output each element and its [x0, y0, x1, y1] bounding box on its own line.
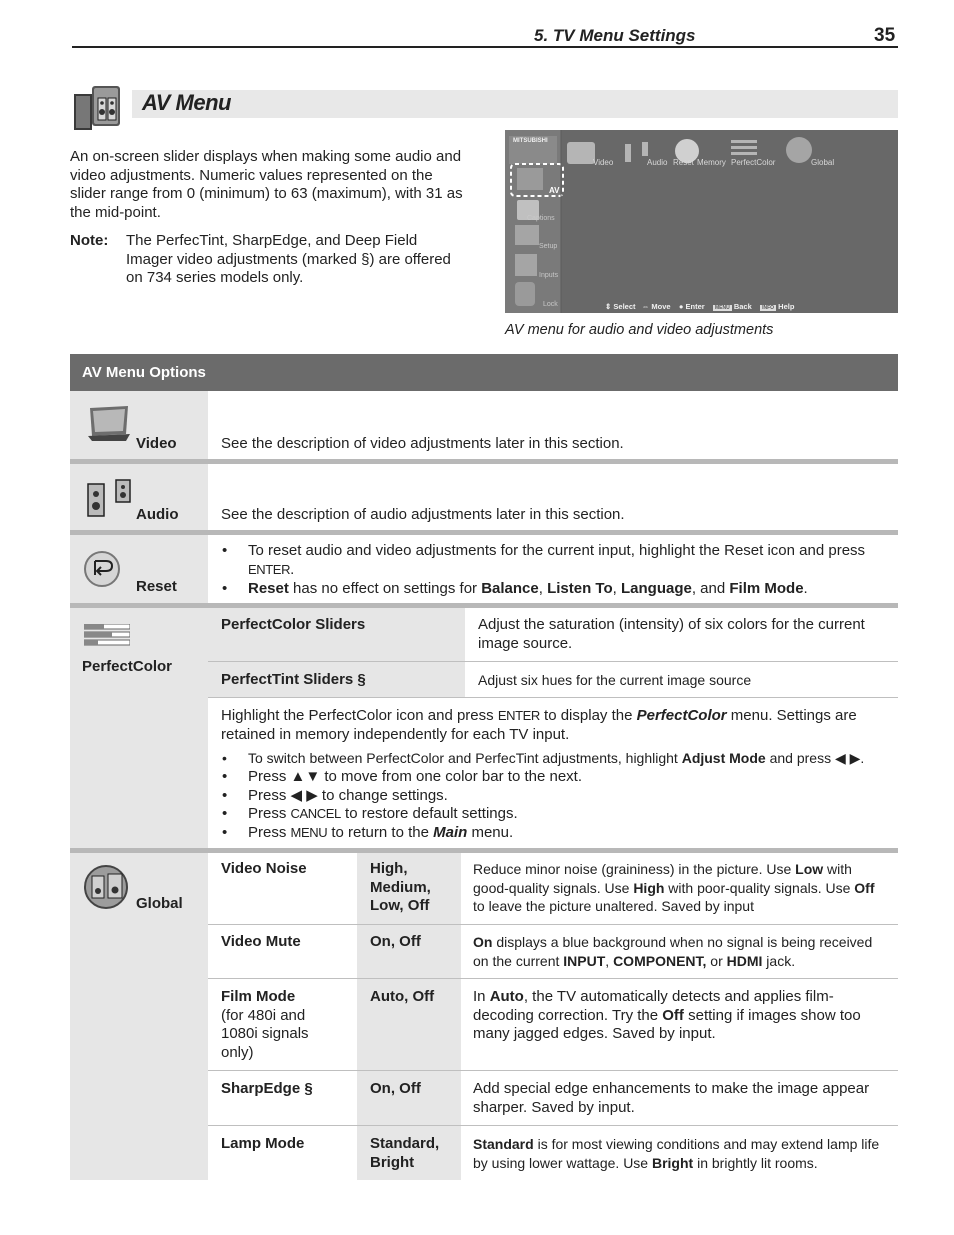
video-mute-desc: [473, 933, 888, 970]
lamp-mode-desc: [473, 1135, 888, 1172]
info-key-icon: INFO: [762, 305, 775, 311]
video-noise-values: High, Medium, Low, Off: [370, 860, 431, 915]
footer-select: Select: [613, 302, 636, 311]
screen-top-memory: Memory: [697, 158, 726, 167]
video-mute-values: On, Off: [370, 933, 421, 950]
desc-text: is for most viewing conditions and may extend lamp life by using lower wattage. Use: [473, 1136, 880, 1171]
para-text: Highlight the PerfectColor icon and press: [221, 707, 498, 724]
sharpedge-name: SharpEdge §: [221, 1080, 313, 1097]
desc-text: in brightly lit rooms.: [693, 1154, 818, 1171]
list-item: [220, 824, 890, 843]
video-mute-name: Video Mute: [221, 933, 301, 950]
language-term: Language: [621, 579, 692, 597]
desc-text: , the TV automatically detects and applies film-decoding correction. Try the: [473, 988, 834, 1024]
and-text: , and: [691, 579, 730, 597]
list-item: • Reset has no effect on settings for Balance, Listen To, Language, and Film Mode.: [220, 580, 890, 599]
desc-text: setting if images show too many jagged edges. Saved by input.: [473, 1006, 861, 1043]
video-desc: See the description of video adjustments later in this section.: [221, 435, 624, 452]
perfectcolor-sliders-name: PerfectColor Sliders: [221, 616, 366, 633]
note-text: The PerfecTint, SharpEdge, and Deep Field Imager video adjustments (marked §) are offered on 734 series models only.: [126, 232, 451, 286]
screen-side-setup: Setup: [539, 243, 558, 250]
sharpedge-values: On, Off: [370, 1080, 421, 1097]
desc-term: Bright: [651, 1154, 694, 1171]
film-mode-desc: [473, 988, 888, 1044]
perfectcolor-bars-icon: [84, 624, 130, 646]
screen-top-video: Video: [593, 158, 614, 167]
footer-move: Move: [651, 302, 671, 311]
options-header: AV Menu Options: [70, 354, 898, 391]
listen-to-term: Listen To: [547, 579, 613, 597]
bullet-text: Press ◀ ▶ to change settings.: [248, 786, 448, 804]
bullet-text: To switch between PerfectColor and PerfecTint adjustments, highlight: [248, 750, 682, 766]
punct: .: [290, 560, 295, 578]
menu-key-label: MENU: [290, 825, 328, 841]
footer-help: Help: [778, 302, 795, 311]
divider: [208, 697, 898, 698]
desc-text: In: [473, 988, 490, 1005]
main-menu-name: Main: [433, 824, 468, 842]
screenshot-caption: AV menu for audio and video adjustments: [505, 322, 774, 338]
perfectcolor-sliders-desc: Adjust the saturation (intensity) of six colors for the current image source.: [478, 616, 865, 652]
screen-top-perfectcolor: PerfectColor: [731, 158, 776, 167]
enter-key-label: ENTER: [497, 708, 540, 723]
bullet-text: Press: [248, 805, 291, 823]
bullet-text: Press ▲▼ to move from one color bar to the next.: [248, 767, 582, 785]
footer-enter: Enter: [685, 302, 705, 311]
bullet-text: menu.: [467, 824, 514, 842]
perfecttint-sliders-desc: Adjust six hues for the current image source: [478, 672, 752, 688]
video-label: Video: [136, 435, 177, 452]
perfectcolor-menu-name: PerfectColor: [636, 707, 727, 724]
screen-top-reset: Reset: [673, 158, 694, 167]
desc-term: On: [473, 934, 493, 950]
desc-term: INPUT: [563, 952, 606, 969]
balance-term: Balance: [481, 579, 539, 597]
lamp-mode-values: Standard, Bright: [370, 1135, 440, 1171]
para-text: to display the: [539, 707, 637, 724]
screen-top-audio: Audio: [647, 158, 668, 167]
screen-side-av: AV: [549, 186, 560, 195]
sharpedge-desc: Add special edge enhancements to make the image appear sharper. Saved by input.: [473, 1080, 870, 1116]
lamp-mode-name: Lamp Mode: [221, 1135, 305, 1152]
bullet-text: to return to the: [327, 824, 434, 842]
page-title: AV Menu: [142, 90, 231, 115]
desc-text: jack.: [762, 952, 796, 969]
av-menu-icon: [72, 84, 122, 132]
desc-text: Reduce minor noise (graininess) in the picture. Use: [473, 861, 796, 877]
page-number: 35: [874, 25, 896, 46]
updown-icon: ⇕: [605, 302, 612, 311]
cancel-key-label: CANCEL: [290, 806, 341, 822]
desc-term: High: [633, 879, 665, 896]
list-item: [220, 768, 890, 787]
menu-key-icon: MENU: [715, 305, 730, 311]
title-bar: [132, 90, 898, 118]
screen-top-global: Global: [811, 158, 835, 167]
video-icon: [86, 404, 132, 442]
divider: [208, 978, 898, 979]
divider: [208, 1125, 898, 1126]
film-mode-values: Auto, Off: [370, 988, 435, 1005]
enter-key-label: ENTER: [248, 561, 291, 577]
desc-term: Auto: [489, 988, 524, 1005]
perfecttint-sliders-name: PerfectTint Sliders §: [221, 671, 366, 688]
global-label: Global: [136, 895, 183, 912]
desc-text: with good-quality signals. Use: [473, 861, 852, 896]
move-icon: ⇔: [641, 302, 650, 311]
list-item: [220, 805, 890, 824]
desc-term: Low: [795, 861, 824, 877]
desc-text: or: [706, 952, 727, 969]
bullet-text: and press ◀ ▶.: [765, 750, 865, 766]
film-mode-name-cell: [221, 988, 331, 1062]
audio-label: Audio: [136, 506, 179, 523]
audio-desc: See the description of audio adjustments later in this section.: [221, 506, 625, 523]
divider: [208, 661, 898, 662]
bullet-text: Press: [248, 824, 291, 842]
list-item: [220, 542, 890, 580]
header-rule: [72, 46, 898, 48]
video-noise-name: Video Noise: [221, 860, 307, 877]
reset-label: Reset: [136, 578, 177, 595]
enter-icon: ●: [678, 302, 684, 311]
footer-back: Back: [733, 302, 752, 311]
desc-text: with poor-quality signals. Use: [664, 879, 855, 896]
desc-term: HDMI: [726, 952, 763, 969]
section-title: 5. TV Menu Settings: [534, 26, 696, 45]
video-noise-desc: [473, 860, 888, 916]
reset-bullets: [220, 542, 890, 598]
screen-side-inputs: Inputs: [539, 272, 559, 279]
perfectcolor-label: PerfectColor: [82, 658, 173, 675]
reset-text: has no effect on settings for: [288, 579, 482, 597]
note-label: Note:: [70, 232, 109, 249]
desc-term: COMPONENT,: [613, 952, 707, 969]
reset-bold: Reset: [248, 579, 289, 597]
desc-term: Off: [662, 1006, 684, 1024]
screen-side-captions: Captions: [527, 215, 555, 222]
para-text: menu. Settings are retained in memory independently for each TV input.: [221, 707, 857, 743]
screen-footer: [605, 302, 794, 311]
audio-speakers-icon: [86, 478, 134, 518]
reset-bullet-text: To reset audio and video adjustments for the current input, highlight the Reset icon and press: [248, 542, 866, 559]
punct: .: [803, 579, 808, 597]
list-item: [220, 787, 890, 806]
av-menu-screenshot: [505, 130, 898, 313]
perfectcolor-paragraph: [221, 707, 886, 744]
list-item: [220, 749, 890, 768]
perfectcolor-bullets: [220, 749, 890, 843]
reset-icon: [82, 549, 122, 589]
screen-side-lock: Lock: [543, 301, 558, 308]
screen-logo: MITSUBISHI: [513, 138, 548, 144]
desc-term: Standard: [473, 1136, 534, 1152]
film-mode-name: Film Mode: [221, 988, 296, 1005]
global-icon: [82, 864, 132, 910]
bullet-text: to restore default settings.: [340, 805, 518, 823]
desc-text: ,: [605, 952, 614, 969]
divider: [208, 1070, 898, 1071]
desc-text: displays a blue background when no signal is being received on the current: [473, 934, 873, 969]
desc-term: Off: [854, 879, 875, 896]
intro-paragraph: An on-screen slider displays when making some audio and video adjustments. Numeric values represented on the slider range from 0 (minimum) to 63 (maximum), with 31 as the mid-point.: [70, 148, 463, 221]
divider: [208, 924, 898, 925]
film-mode-term: Film Mode: [729, 579, 804, 597]
desc-text: to leave the picture unaltered. Saved by input: [473, 898, 754, 915]
film-mode-note: (for 480i and 1080i signals only): [221, 1006, 309, 1061]
adjust-mode-term: Adjust Mode: [681, 750, 766, 766]
